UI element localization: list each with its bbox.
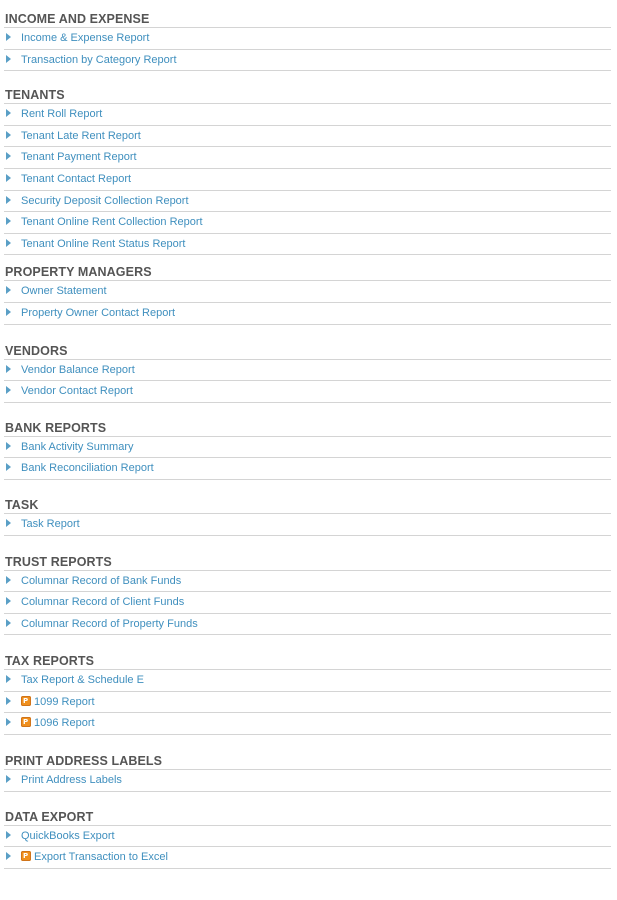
- section-heading: VENDORS: [4, 340, 611, 360]
- triangle-right-icon: [6, 365, 11, 373]
- report-link-label[interactable]: Tenant Online Rent Status Report: [21, 237, 186, 250]
- report-link-label[interactable]: Transaction by Category Report: [21, 53, 177, 66]
- report-link-label[interactable]: Vendor Balance Report: [21, 363, 135, 376]
- report-link-item[interactable]: [4, 713, 611, 735]
- report-link-item[interactable]: [4, 234, 611, 256]
- report-link-item[interactable]: [4, 692, 611, 714]
- report-section-income-and-expense: [4, 8, 611, 71]
- report-link-item[interactable]: [4, 212, 611, 234]
- report-link-list: [4, 28, 611, 71]
- report-section-trust-reports: [4, 551, 611, 636]
- report-link-label[interactable]: Export Transaction to Excel: [34, 851, 168, 864]
- report-section-vendors: [4, 340, 611, 403]
- triangle-right-icon: [6, 831, 11, 839]
- report-link-item[interactable]: [4, 360, 611, 382]
- premium-badge-icon: [21, 696, 31, 706]
- report-link-label[interactable]: Property Owner Contact Report: [21, 306, 176, 319]
- section-heading: TENANTS: [4, 84, 611, 104]
- report-section-tax-reports: [4, 650, 611, 735]
- report-link-item[interactable]: [4, 169, 611, 191]
- premium-badge-icon: [21, 717, 31, 727]
- triangle-right-icon: [6, 463, 11, 471]
- triangle-right-icon: [6, 174, 11, 182]
- report-section-bank-reports: [4, 417, 611, 480]
- report-link-label[interactable]: Print Address Labels: [21, 774, 122, 787]
- report-link-item[interactable]: [4, 381, 611, 403]
- report-link-item[interactable]: [4, 592, 611, 614]
- triangle-right-icon: [6, 131, 11, 139]
- report-link-label[interactable]: 1096 Report: [34, 717, 95, 730]
- report-section-task: [4, 494, 611, 536]
- section-heading: TAX REPORTS: [4, 650, 611, 670]
- report-link-item[interactable]: [4, 670, 611, 692]
- report-link-label[interactable]: Security Deposit Collection Report: [21, 194, 189, 207]
- triangle-right-icon: [6, 619, 11, 627]
- report-link-label[interactable]: 1099 Report: [34, 695, 95, 708]
- triangle-right-icon: [6, 718, 11, 726]
- triangle-right-icon: [6, 196, 11, 204]
- triangle-right-icon: [6, 775, 11, 783]
- section-heading: BANK REPORTS: [4, 417, 611, 437]
- report-link-item[interactable]: [4, 191, 611, 213]
- triangle-right-icon: [6, 597, 11, 605]
- report-link-item[interactable]: [4, 147, 611, 169]
- report-link-item[interactable]: [4, 104, 611, 126]
- report-link-item[interactable]: [4, 126, 611, 148]
- report-link-item[interactable]: [4, 847, 611, 869]
- report-section-property-managers: [4, 261, 611, 324]
- report-link-item[interactable]: [4, 28, 611, 50]
- report-link-label[interactable]: Tenant Late Rent Report: [21, 129, 141, 142]
- triangle-right-icon: [6, 239, 11, 247]
- triangle-right-icon: [6, 386, 11, 394]
- section-heading: TRUST REPORTS: [4, 551, 611, 571]
- triangle-right-icon: [6, 152, 11, 160]
- report-link-list: [4, 360, 611, 403]
- section-heading: PROPERTY MANAGERS: [4, 261, 611, 281]
- triangle-right-icon: [6, 109, 11, 117]
- report-link-list: [4, 670, 611, 735]
- report-link-label[interactable]: Tax Report & Schedule E: [21, 674, 144, 687]
- report-link-label[interactable]: Task Report: [21, 517, 80, 530]
- triangle-right-icon: [6, 675, 11, 683]
- report-link-item[interactable]: [4, 770, 611, 792]
- section-heading: TASK: [4, 494, 611, 514]
- triangle-right-icon: [6, 442, 11, 450]
- premium-badge-icon: [21, 851, 31, 861]
- report-link-item[interactable]: [4, 571, 611, 593]
- triangle-right-icon: [6, 55, 11, 63]
- report-link-list: [4, 770, 611, 792]
- report-link-list: [4, 437, 611, 480]
- triangle-right-icon: [6, 217, 11, 225]
- triangle-right-icon: [6, 33, 11, 41]
- report-link-label[interactable]: Bank Activity Summary: [21, 440, 134, 453]
- report-section-print-address-labels: [4, 750, 611, 792]
- report-link-list: [4, 104, 611, 255]
- section-heading: INCOME AND EXPENSE: [4, 8, 611, 28]
- report-link-label[interactable]: Vendor Contact Report: [21, 385, 133, 398]
- report-link-label[interactable]: Tenant Online Rent Collection Report: [21, 216, 203, 229]
- section-heading: DATA EXPORT: [4, 806, 611, 826]
- report-link-item[interactable]: [4, 303, 611, 325]
- triangle-right-icon: [6, 308, 11, 316]
- report-link-label[interactable]: QuickBooks Export: [21, 829, 115, 842]
- report-link-list: [4, 826, 611, 869]
- triangle-right-icon: [6, 697, 11, 705]
- triangle-right-icon: [6, 519, 11, 527]
- report-link-label[interactable]: Columnar Record of Bank Funds: [21, 574, 182, 587]
- report-link-label[interactable]: Income & Expense Report: [21, 32, 150, 44]
- report-link-item[interactable]: [4, 437, 611, 459]
- section-heading: PRINT ADDRESS LABELS: [4, 750, 611, 770]
- triangle-right-icon: [6, 286, 11, 294]
- report-link-label[interactable]: Tenant Contact Report: [21, 172, 132, 185]
- report-link-label[interactable]: Owner Statement: [21, 285, 107, 298]
- report-link-label[interactable]: Columnar Record of Property Funds: [21, 617, 198, 630]
- report-link-list: [4, 514, 611, 536]
- report-link-label[interactable]: Tenant Payment Report: [21, 151, 137, 164]
- report-link-item[interactable]: [4, 281, 611, 303]
- report-link-label[interactable]: Rent Roll Report: [21, 108, 103, 121]
- triangle-right-icon: [6, 576, 11, 584]
- report-link-item[interactable]: [4, 50, 611, 72]
- report-link-label[interactable]: Columnar Record of Client Funds: [21, 596, 185, 609]
- report-link-list: [4, 281, 611, 324]
- report-link-list: [4, 571, 611, 636]
- reports-list: [4, 8, 611, 869]
- report-link-item[interactable]: [4, 614, 611, 636]
- report-section-tenants: [4, 84, 611, 255]
- triangle-right-icon: [6, 852, 11, 860]
- report-section-data-export: [4, 806, 611, 869]
- report-link-label[interactable]: Bank Reconciliation Report: [21, 462, 154, 475]
- report-link-item[interactable]: [4, 514, 611, 536]
- report-link-item[interactable]: [4, 458, 611, 480]
- report-link-item[interactable]: [4, 826, 611, 848]
